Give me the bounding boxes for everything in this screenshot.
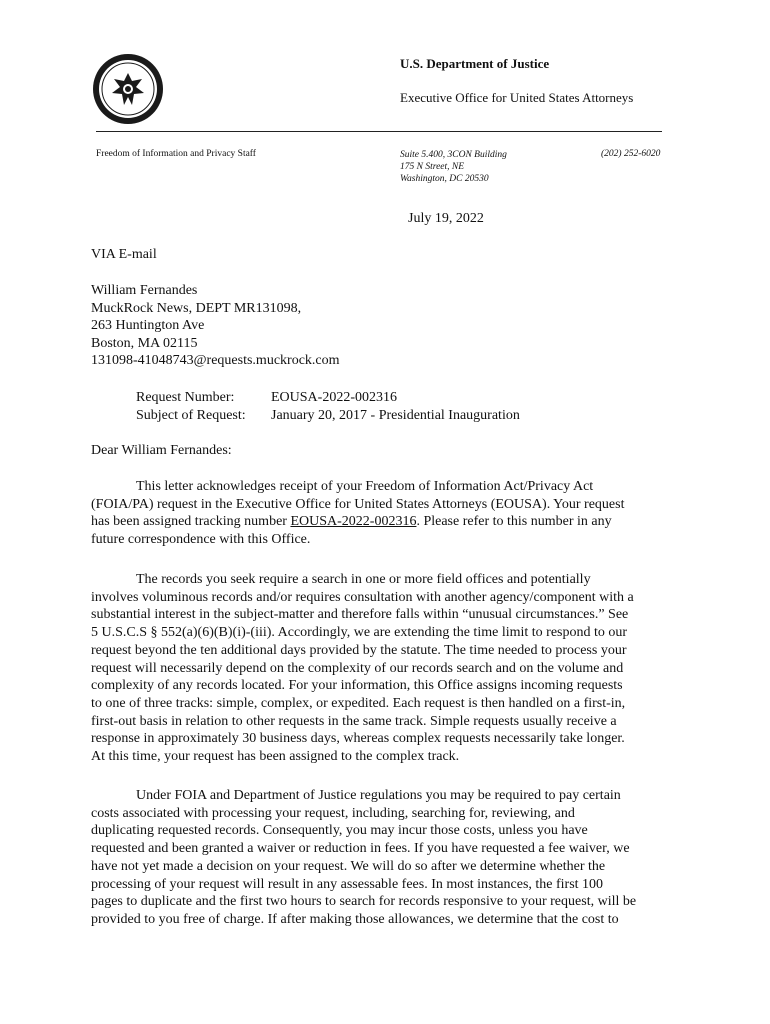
paragraph-line: costs associated with processing your request, including, searching for, reviewing, and — [91, 805, 575, 821]
staff-name: Freedom of Information and Privacy Staff — [96, 149, 256, 159]
paragraph-unusual-circumstances — [91, 571, 681, 766]
paragraph-line: has been assigned tracking number EOUSA-2022-002316. Please refer to this number in any — [91, 514, 612, 530]
paragraph-line: requested and been granted a waiver or reduction in fees. If you have requested a fee waiver, we — [91, 841, 630, 857]
paragraph-line: first-out basis in relation to other requests in the same track. Simple requests usually receive a — [91, 713, 617, 729]
recipient-street: 263 Huntington Ave — [91, 318, 205, 334]
tracking-number: EOUSA-2022-002316 — [290, 514, 417, 530]
doj-seal-icon — [92, 53, 164, 125]
paragraph-line: request will necessarily depend on the complexity of our records search and on the volume and — [91, 660, 624, 676]
request-number-value: EOUSA-2022-002316 — [271, 390, 397, 405]
paragraph-line: Under FOIA and Department of Justice regulations you may be required to pay certain — [136, 788, 621, 803]
paragraph-line: pages to duplicate and the first two hours to search for records responsive to your request, will be — [91, 894, 637, 910]
department-name: U.S. Department of Justice — [400, 56, 550, 71]
paragraph-fees — [91, 787, 681, 929]
address-line: Suite 5.400, 3CON Building — [400, 150, 507, 160]
paragraph-line: complexity of any records located. For your information, this Office assigns incoming requests — [91, 678, 623, 694]
paragraph-acknowledgement — [91, 478, 681, 549]
paragraph-line: future correspondence with this Office. — [91, 532, 311, 548]
paragraph-line: to one of three tracks: simple, complex, or expedited. Each request is then handled on a first-in, — [91, 695, 626, 711]
letterhead-divider — [96, 131, 662, 132]
paragraph-line: The records you seek require a search in one or more field offices and potentially — [136, 572, 591, 587]
paragraph-line: response in approximately 30 business days, whereas complex requests necessarily take longer. — [91, 731, 625, 747]
request-subject-row — [136, 407, 520, 425]
recipient-name: William Fernandes — [91, 283, 198, 298]
paragraph-line: substantial interest in the subject-matter and therefore falls within “unusual circumstances.” See — [91, 607, 629, 623]
address-line: 175 N Street, NE — [400, 162, 465, 172]
paragraph-line: involves voluminous records and/or requires consultation with another agency/component with a — [91, 589, 634, 605]
paragraph-line: provided to you free of charge. If after making those allowances, we determine that the cost to — [91, 911, 619, 927]
request-number-label: Request Number: — [136, 390, 235, 405]
delivery-method: VIA E-mail — [91, 247, 157, 262]
paragraph-line: (FOIA/PA) request in the Executive Office for United States Attorneys (EOUSA). Your request — [91, 496, 625, 512]
request-subject-value: January 20, 2017 - Presidential Inauguration — [271, 407, 520, 423]
request-number-row — [136, 389, 520, 407]
paragraph-line: request beyond the ten additional days provided by the statute. The time needed to process your — [91, 642, 627, 658]
request-info — [136, 389, 520, 424]
office-name: Executive Office for United States Attorneys — [400, 90, 634, 105]
paragraph-line: At this time, your request has been assigned to the complex track. — [91, 749, 460, 765]
recipient-city: Boston, MA 02115 — [91, 335, 198, 351]
office-phone: (202) 252-6020 — [601, 149, 661, 159]
paragraph-line: have not yet made a decision on your request. We will do so after we determine whether the — [91, 858, 606, 874]
paragraph-line: duplicating requested records. Consequently, you may incur those costs, unless you have — [91, 823, 588, 839]
recipient-org: MuckRock News, DEPT MR131098, — [91, 300, 302, 316]
address-line: Washington, DC 20530 — [400, 174, 489, 184]
recipient-email: 131098-41048743@requests.muckrock.com — [91, 353, 340, 369]
request-subject-label: Subject of Request: — [136, 407, 246, 423]
letter-date: July 19, 2022 — [408, 211, 484, 226]
paragraph-line: This letter acknowledges receipt of your Freedom of Information Act/Privacy Act — [136, 479, 594, 494]
recipient-block — [91, 282, 340, 370]
paragraph-line: 5 U.S.C.S § 552(a)(6)(B)(i)-(iii). Accordingly, we are extending the time limit to respond to our — [91, 625, 628, 641]
salutation: Dear William Fernandes: — [91, 443, 232, 458]
office-address — [400, 149, 507, 185]
paragraph-line: processing of your request will result in any assessable fees. In most instances, the first 100 — [91, 876, 604, 892]
